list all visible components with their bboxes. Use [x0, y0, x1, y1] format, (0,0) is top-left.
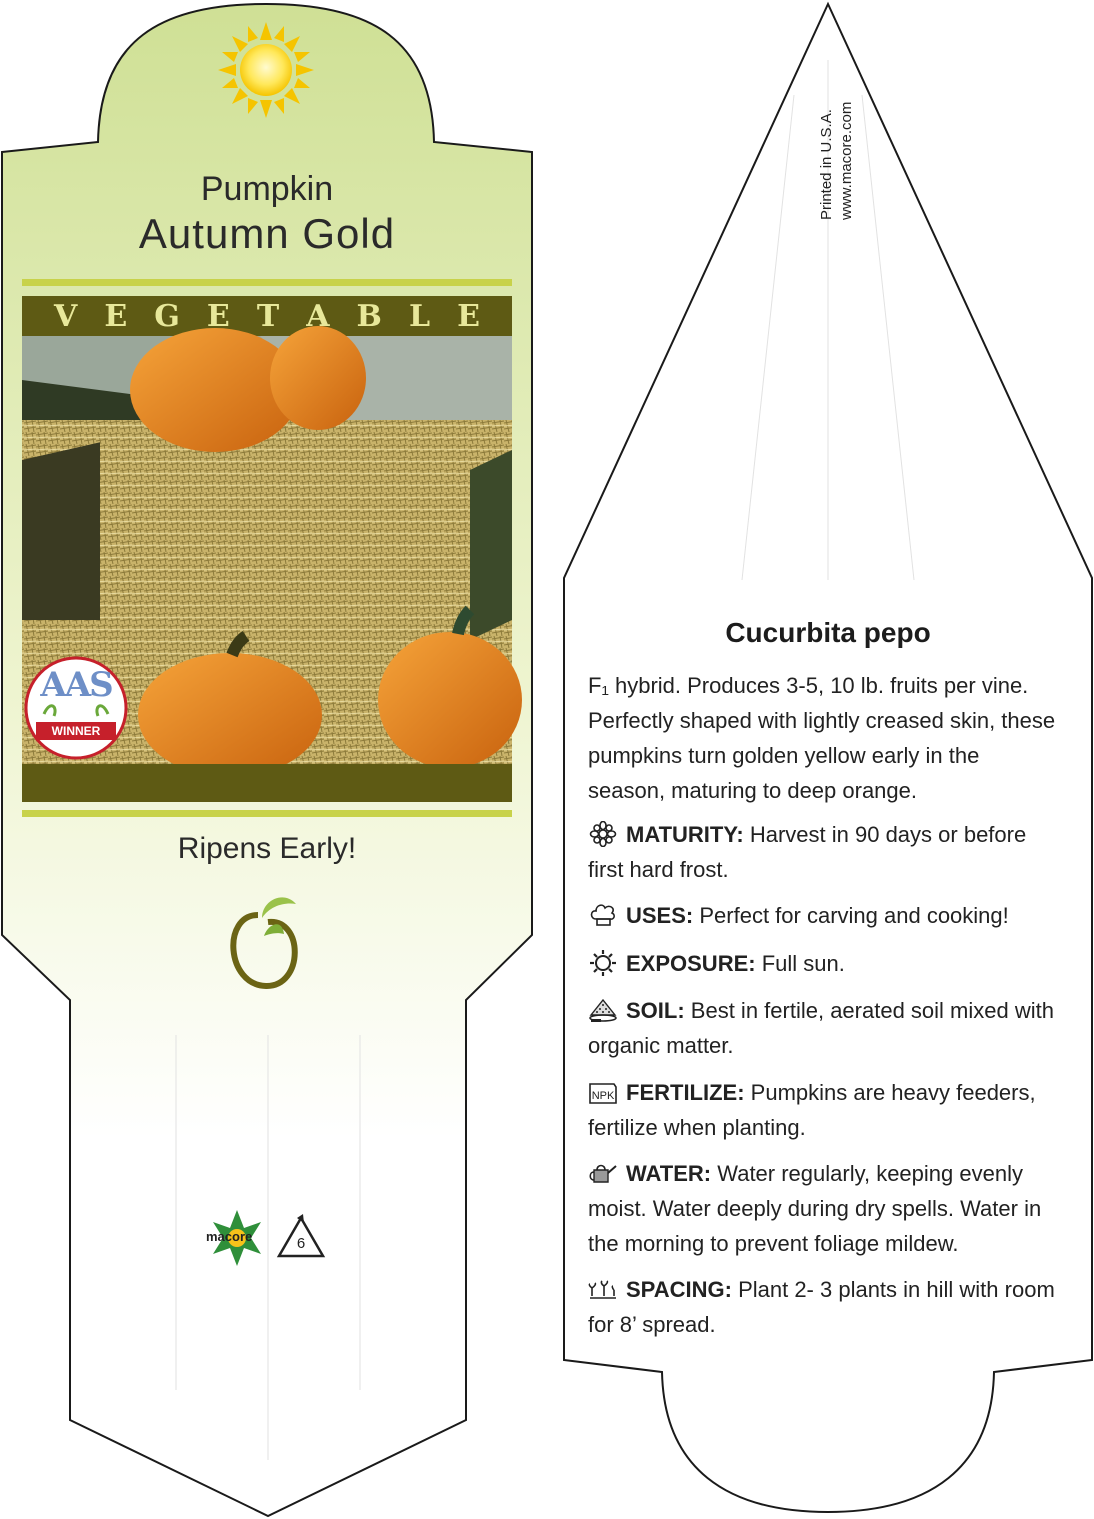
- full-sun-icon: [218, 22, 314, 118]
- care-text: Full sun.: [761, 951, 845, 976]
- soil-pile-icon: [588, 997, 618, 1023]
- care-row-soil: [588, 993, 1058, 1063]
- care-text: Perfect for carving and cooking!: [699, 903, 1009, 928]
- category-label: [22, 296, 512, 336]
- chef-hat-icon: [588, 902, 618, 928]
- care-row-exposure: [588, 946, 1058, 981]
- care-label: MATURITY:: [626, 822, 744, 847]
- care-label: USES:: [626, 903, 694, 928]
- care-row-water: [588, 1156, 1058, 1261]
- watering-can-icon: [588, 1160, 618, 1186]
- category-letter: E: [206, 298, 230, 334]
- category-letter: V: [54, 298, 78, 334]
- botanical-name: Cucurbita pepo: [725, 617, 931, 648]
- spacing-sprouts-icon: [588, 1276, 618, 1302]
- website: www.macore.com: [838, 101, 855, 220]
- care-label: SPACING:: [626, 1277, 732, 1302]
- photo-bottom-band: [22, 764, 512, 802]
- lime-rule-top: [22, 279, 512, 286]
- description: F₁ hybrid. Produces 3-5, 10 lb. fruits per vine. Perfectly shaped with lightly creased skin, these pumpkins turn golden yellow early in the season, maturing to deep orange.: [588, 673, 1056, 803]
- category-letter: G: [154, 298, 180, 334]
- care-label: WATER:: [626, 1161, 712, 1186]
- common-name: Pumpkin: [200, 170, 334, 208]
- care-label: FERTILIZE:: [626, 1080, 745, 1105]
- aas-winner-label: WINNER: [51, 724, 101, 738]
- printed-in: Printed in U.S.A.: [818, 109, 835, 220]
- care-row-uses: [588, 898, 1058, 933]
- category-letter: E: [457, 298, 480, 334]
- tagline: Ripens Early!: [177, 832, 357, 865]
- care-text: Plant 2- 3 plants in hill with room for 8’ spread.: [588, 1277, 1055, 1337]
- aas-letters: AAS: [40, 665, 112, 705]
- care-row-spacing: [588, 1272, 1058, 1342]
- npk-icon-text: NPK: [591, 1090, 615, 1102]
- printer-info: [817, 102, 857, 220]
- brand-name: macore: [206, 1229, 253, 1244]
- flower-icon: [588, 821, 618, 847]
- care-label: EXPOSURE:: [626, 951, 756, 976]
- category-letter: E: [104, 298, 128, 334]
- category-letter: T: [256, 298, 280, 334]
- care-text: Water regularly, keeping evenly moist. Water deeply during dry spells. Water in the morning to prevent foliage mildew.: [588, 1161, 1042, 1256]
- category-letter: B: [356, 298, 382, 334]
- category-letter: A: [306, 298, 330, 334]
- npk-icon: [588, 1079, 618, 1105]
- care-row-fertilize: [588, 1075, 1058, 1145]
- care-label: SOIL:: [626, 998, 685, 1023]
- category-letter: L: [408, 298, 431, 334]
- lime-rule-bottom: [22, 810, 512, 817]
- recycle-code: 6: [296, 1235, 306, 1252]
- care-text: Harvest in 90 days or before first hard frost.: [588, 822, 1027, 882]
- care-row-maturity: [588, 817, 1058, 887]
- care-text: Pumpkins are heavy feeders, fertilize when planting.: [588, 1080, 1036, 1140]
- sun-outline-icon: [588, 950, 618, 976]
- variety-name: Autumn Gold: [138, 210, 396, 257]
- care-text: Best in fertile, aerated soil mixed with organic matter.: [588, 998, 1054, 1058]
